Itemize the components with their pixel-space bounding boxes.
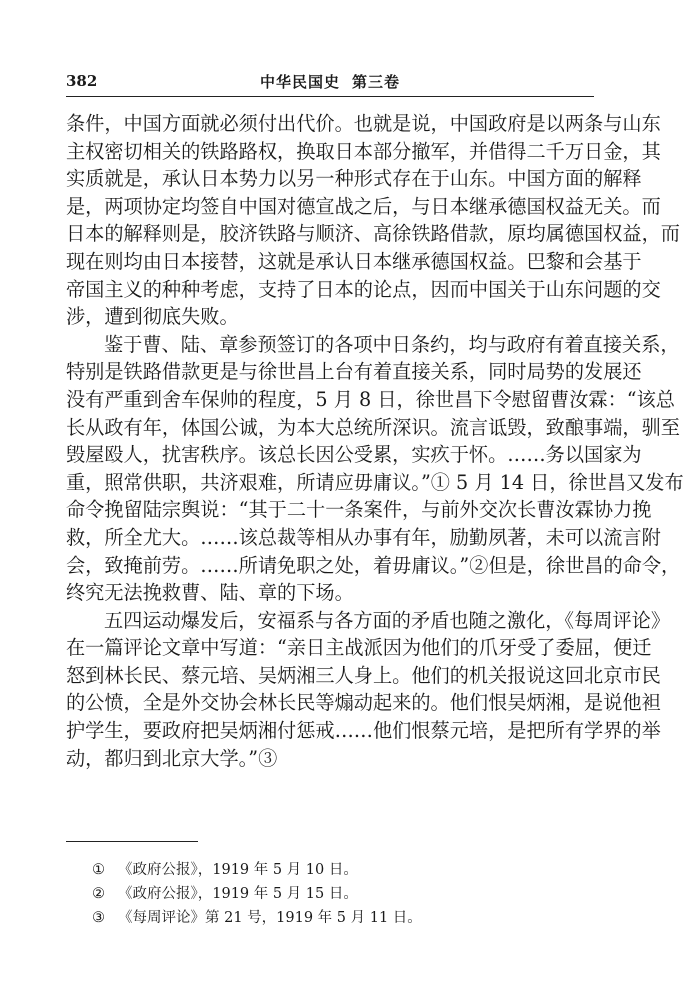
footnote-item [92,858,572,882]
text-line: 现在则均由日本接替，这就是承认日本继承德国权益。巴黎和会基于 [66,249,642,273]
text-line: 鉴于曹、陆、章参预签订的各项中日条约，均与政府有着直接关系， [104,332,680,356]
footnote-text: 《政府公报》，1919 年 5 月 15 日。 [118,886,358,902]
text-line: 是，两项协定均签自中国对德宣战之后，与日本继承德国权益无关。而 [66,194,661,218]
text-line: 怒到林长民、蔡元培、吴炳湘三人身上。他们的机关报说这回北京市民 [66,663,661,687]
text-line: 没有严重到舍车保帅的程度，5 月 8 日，徐世昌下令慰留曹汝霖：“该总 [66,387,675,411]
page-header [66,70,594,97]
text-line: 涉，遭到彻底失败。 [66,305,239,329]
page-number: 382 [66,72,98,90]
text-line: 动，都归到北京大学。”③ [66,746,278,770]
text-line: 帝国主义的种种考虑，支持了日本的论点，因而中国关于山东问题的交 [66,277,661,301]
text-line: 特别是铁路借款更是与徐世昌上台有着直接关系，同时局势的发展还 [66,360,642,384]
volume-label: 第三卷 [352,73,401,91]
text-line: 会，致掩前劳。……所请免职之处，着毋庸议。”②但是，徐世昌的命令， [66,553,681,577]
footnote-item [92,882,572,906]
footnote-mark: ① [92,862,105,878]
text-line: 日本的解释则是，胶济铁路与顺济、高徐铁路借款，原均属德国权益，而 [66,222,680,246]
paragraph [66,110,680,331]
text-line: 五四运动爆发后，安福系与各方面的矛盾也随之激化，《每周评论》 [104,608,671,632]
book-title: 中华民国史 [259,73,340,91]
text-line: 主权密切相关的铁路路权，换取日本部分撤军，并借得二千万日金，其 [66,139,661,163]
footnote-text: 《政府公报》，1919 年 5 月 10 日。 [118,862,358,878]
paragraph [66,331,684,607]
paragraph [66,607,671,773]
text-line: 的公愤，全是外交协会林长民等煽动起来的。他们恨吴炳湘，是说他袒 [66,691,661,715]
footnotes [92,858,572,930]
text-line: 命令挽留陆宗舆说：“其于二十一条案件，与前外交次长曹汝霖协力挽 [66,498,652,522]
text-line: 重，照常供职，共济艰难，所请应毋庸议。”① 5 月 14 日，徐世昌又发布 [66,470,684,494]
footnote-mark: ② [92,886,105,902]
body-text [66,110,684,772]
text-line: 终究无法挽救曹、陆、章的下场。 [66,581,354,605]
running-title [66,71,594,92]
text-line: 救，所全尤大。……该总裁等相从办事有年，励勤夙著，未可以流言附 [66,525,661,549]
text-line: 长从政有年，体国公诚，为本大总统所深识。流言诋毁，致酿事端，驯至 [66,415,680,439]
footnote-divider [66,841,198,842]
footnote-item [92,906,572,930]
text-line: 条件，中国方面就必须付出代价。也就是说，中国政府是以两条与山东 [66,112,661,135]
footnote-text: 《每周评论》第 21 号，1919 年 5 月 11 日。 [118,910,422,926]
text-line: 毁屋殴人，扰害秩序。该总长因公受累，实疚于怀。……务以国家为 [66,443,642,467]
text-line: 实质就是，承认日本势力以另一种形式存在于山东。中国方面的解释 [66,167,642,191]
text-line: 在一篇评论文章中写道：“亲日主战派因为他们的爪牙受了委屈，便迁 [66,636,652,660]
footnote-mark: ③ [92,910,105,926]
text-line: 护学生，要政府把吴炳湘付惩戒……他们恨蔡元培，是把所有学界的举 [66,719,661,743]
